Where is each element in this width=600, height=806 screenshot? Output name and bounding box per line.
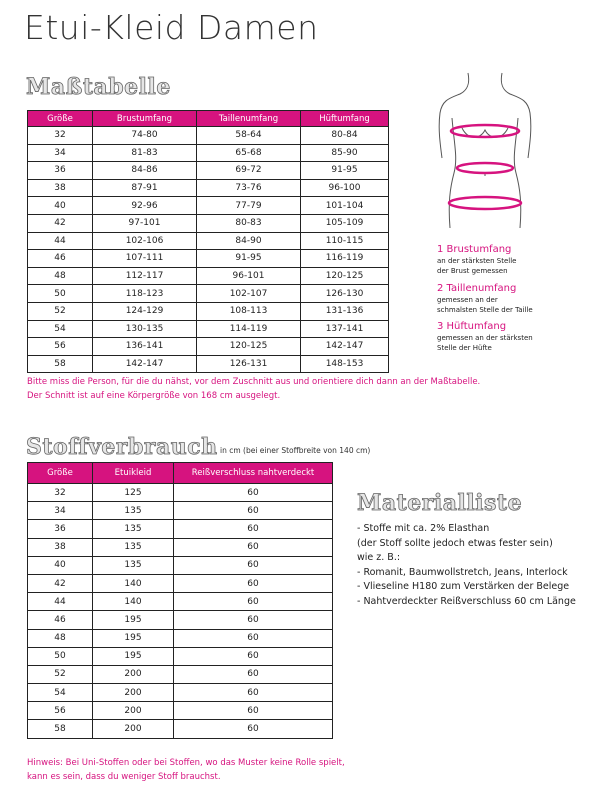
legend-waist-desc1: gemessen an der bbox=[437, 296, 498, 304]
size-table-cell: 96-100 bbox=[301, 179, 389, 197]
size-table-cell: 73-76 bbox=[197, 179, 301, 197]
legend-bust-title: 1 Brustumfang bbox=[437, 244, 512, 255]
consumption-table-row bbox=[28, 702, 333, 720]
materials-line: - Nahtverdeckter Reißverschluss 60 cm Länge bbox=[357, 595, 576, 607]
size-table-note bbox=[27, 375, 480, 403]
size-table-cell: 69-72 bbox=[197, 162, 301, 180]
size-table-row bbox=[28, 162, 389, 180]
consumption-table-cell: 32 bbox=[28, 484, 93, 502]
size-table-cell: 81-83 bbox=[93, 144, 197, 162]
consumption-table-body bbox=[28, 484, 333, 739]
consumption-table-row bbox=[28, 611, 333, 629]
consumption-table-row bbox=[28, 538, 333, 556]
hint-line2: kann es sein, dass du weniger Stoff brauchst. bbox=[27, 772, 221, 782]
size-table-cell: 40 bbox=[28, 197, 93, 215]
consumption-table-cell: 46 bbox=[28, 611, 93, 629]
consumption-table-cell: 135 bbox=[93, 520, 174, 538]
legend-waist-title: 2 Taillenumfang bbox=[437, 283, 517, 294]
size-table-row bbox=[28, 214, 389, 232]
consumption-table-cell: 60 bbox=[174, 593, 333, 611]
consumption-table-cell: 200 bbox=[93, 665, 174, 683]
legend-hip bbox=[437, 321, 533, 353]
consumption-table-cell: 200 bbox=[93, 702, 174, 720]
size-table-cell: 32 bbox=[28, 127, 93, 145]
size-table-cell: 91-95 bbox=[197, 250, 301, 268]
size-table-cell: 116-119 bbox=[301, 250, 389, 268]
consumption-table-row bbox=[28, 720, 333, 738]
consumption-table-cell: 135 bbox=[93, 556, 174, 574]
consumption-table-cell: 200 bbox=[93, 720, 174, 738]
consumption-table-cell: 195 bbox=[93, 611, 174, 629]
size-table-cell: 77-79 bbox=[197, 197, 301, 215]
size-table-row bbox=[28, 197, 389, 215]
consumption-table-row bbox=[28, 484, 333, 502]
consumption-table-row bbox=[28, 684, 333, 702]
consumption-table-row bbox=[28, 593, 333, 611]
size-table-row bbox=[28, 320, 389, 338]
size-table-cell: 101-104 bbox=[301, 197, 389, 215]
consumption-table-cell: 60 bbox=[174, 520, 333, 538]
size-table bbox=[27, 110, 389, 373]
consumption-table-cell: 44 bbox=[28, 593, 93, 611]
consumption-table-cell: 54 bbox=[28, 684, 93, 702]
size-table-row bbox=[28, 179, 389, 197]
consumption-table-cell: 34 bbox=[28, 502, 93, 520]
size-note-line1: Bitte miss die Person, für die du nähst, vor dem Zuschnitt aus und orientiere dich dann an der Maßtabelle. bbox=[27, 377, 481, 387]
size-table-cell: 105-109 bbox=[301, 214, 389, 232]
size-table-cell: 136-141 bbox=[93, 338, 197, 356]
size-table-cell: 126-130 bbox=[301, 285, 389, 303]
materials-heading: Materialliste bbox=[357, 490, 523, 516]
consumption-table-row bbox=[28, 502, 333, 520]
consumption-table-cell: 60 bbox=[174, 702, 333, 720]
consumption-table-cell: 60 bbox=[174, 538, 333, 556]
size-table-cell: 44 bbox=[28, 232, 93, 250]
consumption-table-cell: 40 bbox=[28, 556, 93, 574]
consumption-table-cell: 52 bbox=[28, 665, 93, 683]
legend-waist bbox=[437, 283, 533, 315]
legend-bust-desc1: an der stärksten Stelle bbox=[437, 257, 517, 265]
body-figure-illustration bbox=[430, 68, 540, 233]
size-table-cell: 84-86 bbox=[93, 162, 197, 180]
consumption-table-cell: 60 bbox=[174, 556, 333, 574]
size-table-cell: 137-141 bbox=[301, 320, 389, 338]
size-table-cell: 42 bbox=[28, 214, 93, 232]
size-table-cell: 50 bbox=[28, 285, 93, 303]
consumption-table-header-cell: Größe bbox=[28, 463, 93, 484]
size-table-cell: 92-96 bbox=[93, 197, 197, 215]
size-table-cell: 91-95 bbox=[301, 162, 389, 180]
consumption-table-cell: 140 bbox=[93, 593, 174, 611]
consumption-table-row bbox=[28, 629, 333, 647]
size-table-cell: 56 bbox=[28, 338, 93, 356]
legend-hip-desc2: Stelle der Hüfte bbox=[437, 344, 492, 352]
size-table-row bbox=[28, 302, 389, 320]
size-table-row bbox=[28, 267, 389, 285]
consumption-table-header-row bbox=[28, 463, 333, 484]
size-table-header-cell: Größe bbox=[28, 111, 93, 127]
consumption-table-row bbox=[28, 574, 333, 592]
consumption-subheading: in cm (bei einer Stoffbreite von 140 cm) bbox=[220, 446, 371, 455]
consumption-table-cell: 60 bbox=[174, 502, 333, 520]
legend-waist-desc2: schmalsten Stelle der Taille bbox=[437, 306, 533, 314]
consumption-table-cell: 48 bbox=[28, 629, 93, 647]
size-table-cell: 80-84 bbox=[301, 127, 389, 145]
materials-line: (der Stoff sollte jedoch etwas fester sein) bbox=[357, 537, 553, 549]
size-note-line2: Der Schnitt ist auf eine Körpergröße von 168 cm ausgelegt. bbox=[27, 391, 281, 401]
size-table-cell: 110-115 bbox=[301, 232, 389, 250]
legend-bust-desc2: der Brust gemessen bbox=[437, 267, 508, 275]
size-table-cell: 102-107 bbox=[197, 285, 301, 303]
size-table-cell: 65-68 bbox=[197, 144, 301, 162]
materials-line: - Vlieseline H180 zum Verstärken der Belege bbox=[357, 581, 570, 593]
size-table-cell: 85-90 bbox=[301, 144, 389, 162]
size-table-cell: 142-147 bbox=[93, 355, 197, 373]
consumption-table-cell: 60 bbox=[174, 629, 333, 647]
size-table-header-cell: Taillenumfang bbox=[197, 111, 301, 127]
size-table-cell: 130-135 bbox=[93, 320, 197, 338]
consumption-table-cell: 135 bbox=[93, 538, 174, 556]
consumption-table-cell: 60 bbox=[174, 484, 333, 502]
size-table-cell: 96-101 bbox=[197, 267, 301, 285]
materials-line: - Romanit, Baumwollstretch, Jeans, Interlock bbox=[357, 566, 568, 578]
size-table-cell: 97-101 bbox=[93, 214, 197, 232]
materials-line: wie z. B.: bbox=[357, 552, 401, 564]
size-table-cell: 148-153 bbox=[301, 355, 389, 373]
size-table-cell: 124-129 bbox=[93, 302, 197, 320]
consumption-table-row bbox=[28, 647, 333, 665]
consumption-table-cell: 60 bbox=[174, 574, 333, 592]
consumption-table-cell: 42 bbox=[28, 574, 93, 592]
size-table-cell: 34 bbox=[28, 144, 93, 162]
size-table-cell: 38 bbox=[28, 179, 93, 197]
legend-hip-desc1: gemessen an der stärksten bbox=[437, 334, 533, 342]
consumption-table-cell: 195 bbox=[93, 647, 174, 665]
consumption-table-cell: 58 bbox=[28, 720, 93, 738]
consumption-table-cell: 200 bbox=[93, 684, 174, 702]
size-table-row bbox=[28, 232, 389, 250]
consumption-table-row bbox=[28, 520, 333, 538]
materials-list bbox=[357, 522, 576, 610]
size-table-row bbox=[28, 338, 389, 356]
consumption-table-cell: 60 bbox=[174, 720, 333, 738]
consumption-table-row bbox=[28, 665, 333, 683]
size-table-cell: 112-117 bbox=[93, 267, 197, 285]
materials-line: - Stoffe mit ca. 2% Elasthan bbox=[357, 523, 490, 534]
consumption-table-cell: 56 bbox=[28, 702, 93, 720]
size-table-heading: Maßtabelle bbox=[26, 74, 171, 100]
consumption-table-cell: 38 bbox=[28, 538, 93, 556]
consumption-heading: Stoffverbrauch bbox=[26, 434, 218, 460]
size-table-row bbox=[28, 355, 389, 373]
size-table-cell: 58-64 bbox=[197, 127, 301, 145]
consumption-table-cell: 60 bbox=[174, 665, 333, 683]
consumption-table-cell: 60 bbox=[174, 611, 333, 629]
page-title: Etui-Kleid Damen bbox=[24, 8, 319, 47]
size-table-cell: 102-106 bbox=[93, 232, 197, 250]
size-table-cell: 118-123 bbox=[93, 285, 197, 303]
consumption-hint bbox=[27, 756, 345, 784]
consumption-table-header-cell: Reißverschluss nahtverdeckt bbox=[174, 463, 333, 484]
size-table-header-cell: Brustumfang bbox=[93, 111, 197, 127]
size-table-header-cell: Hüftumfang bbox=[301, 111, 389, 127]
consumption-table-cell: 60 bbox=[174, 684, 333, 702]
size-table-cell: 108-113 bbox=[197, 302, 301, 320]
size-table-cell: 84-90 bbox=[197, 232, 301, 250]
size-table-cell: 120-125 bbox=[197, 338, 301, 356]
consumption-table-row bbox=[28, 556, 333, 574]
size-table-cell: 48 bbox=[28, 267, 93, 285]
consumption-table-cell: 140 bbox=[93, 574, 174, 592]
size-table-cell: 58 bbox=[28, 355, 93, 373]
size-table-cell: 52 bbox=[28, 302, 93, 320]
size-table-cell: 126-131 bbox=[197, 355, 301, 373]
consumption-table-cell: 36 bbox=[28, 520, 93, 538]
size-table-cell: 120-125 bbox=[301, 267, 389, 285]
size-table-cell: 36 bbox=[28, 162, 93, 180]
size-table-cell: 80-83 bbox=[197, 214, 301, 232]
consumption-table-cell: 50 bbox=[28, 647, 93, 665]
size-table-body bbox=[28, 127, 389, 373]
size-table-cell: 54 bbox=[28, 320, 93, 338]
size-table-cell: 131-136 bbox=[301, 302, 389, 320]
size-table-cell: 46 bbox=[28, 250, 93, 268]
consumption-table bbox=[27, 462, 333, 739]
size-table-cell: 142-147 bbox=[301, 338, 389, 356]
consumption-table-cell: 60 bbox=[174, 647, 333, 665]
consumption-table-header-cell: Etuikleid bbox=[93, 463, 174, 484]
consumption-table-cell: 195 bbox=[93, 629, 174, 647]
size-table-cell: 107-111 bbox=[93, 250, 197, 268]
size-table-cell: 74-80 bbox=[93, 127, 197, 145]
legend-hip-title: 3 Hüftumfang bbox=[437, 321, 507, 332]
legend-bust bbox=[437, 244, 516, 276]
consumption-table-cell: 135 bbox=[93, 502, 174, 520]
size-table-row bbox=[28, 250, 389, 268]
size-table-row bbox=[28, 127, 389, 145]
size-table-cell: 87-91 bbox=[93, 179, 197, 197]
size-table-cell: 114-119 bbox=[197, 320, 301, 338]
size-table-header-row bbox=[28, 111, 389, 127]
hint-line1: Hinweis: Bei Uni-Stoffen oder bei Stoffen, wo das Muster keine Rolle spielt, bbox=[27, 758, 345, 768]
consumption-table-cell: 125 bbox=[93, 484, 174, 502]
size-table-row bbox=[28, 285, 389, 303]
size-table-row bbox=[28, 144, 389, 162]
